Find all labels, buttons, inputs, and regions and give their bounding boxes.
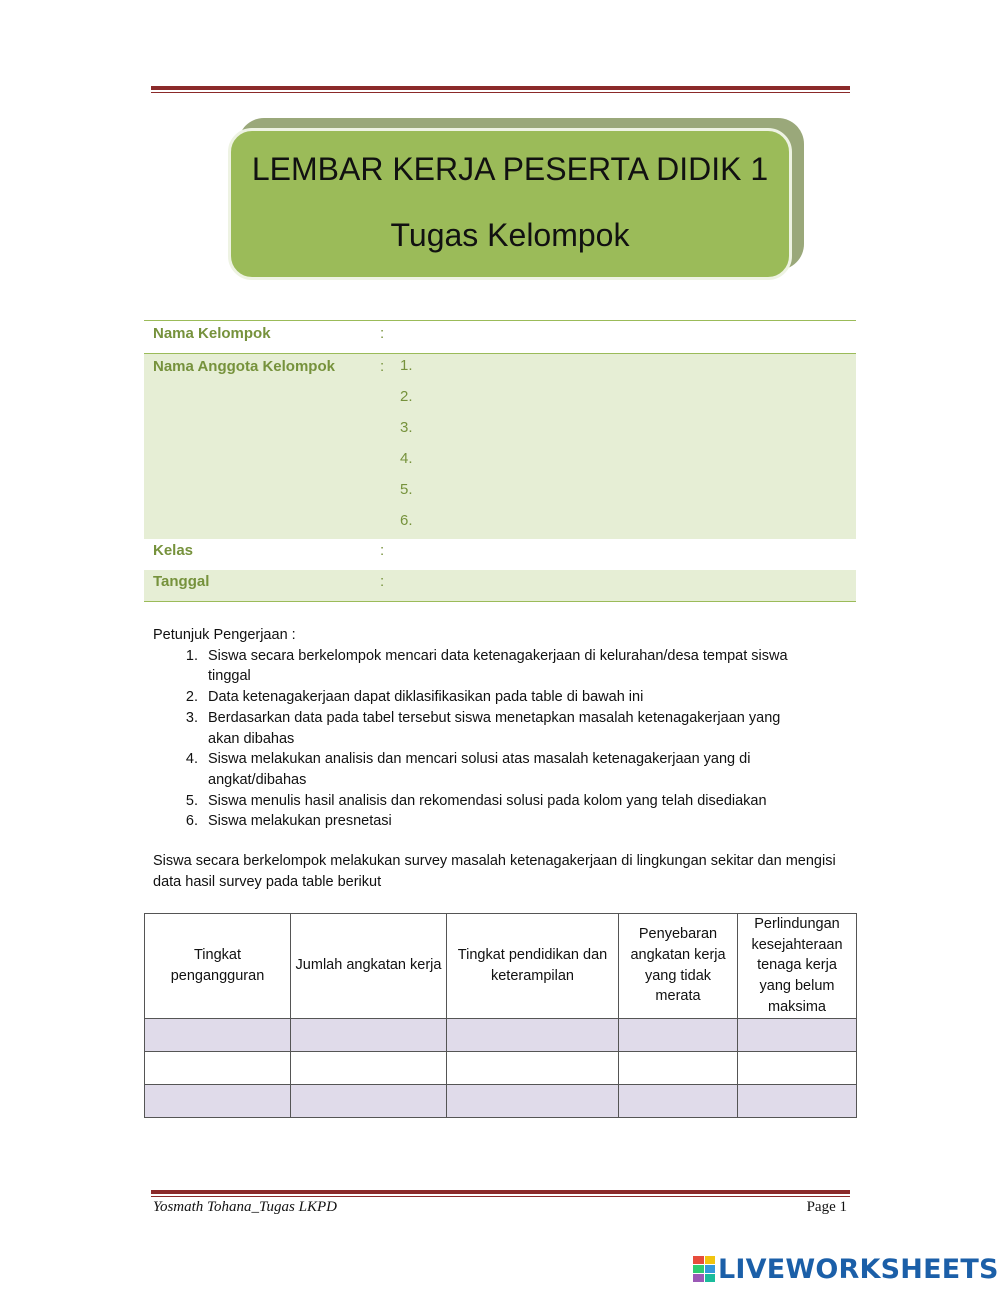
member-item[interactable]: 4. [400, 450, 413, 467]
instruction-item: 5. Siswa menulis hasil analisis dan rekomendasi solusi pada kolom yang telah disediakan [185, 792, 767, 809]
logo-block [705, 1265, 716, 1273]
member-item[interactable]: 5. [400, 481, 413, 498]
column-header: Tingkat pendidikan dan keterampilan [447, 914, 619, 1019]
table-row [145, 1051, 857, 1084]
table-cell[interactable] [291, 1018, 447, 1051]
page-number: Page 1 [806, 1199, 847, 1215]
page-title: LEMBAR KERJA PESERTA DIDIK 1 [251, 151, 769, 187]
group-name-row [144, 321, 856, 354]
instructions-heading: Petunjuk Pengerjaan : [153, 627, 296, 643]
colon: : [380, 542, 385, 559]
table-cell[interactable] [447, 1018, 619, 1051]
page-subtitle: Tugas Kelompok [390, 217, 630, 253]
table-cell[interactable] [738, 1051, 857, 1084]
table-row [145, 1018, 857, 1051]
group-name-value[interactable] [400, 321, 856, 353]
members-list [400, 354, 856, 540]
instruction-item: 2. Data ketenagakerjaan dapat diklasifikasikan pada table di bawah ini [185, 689, 644, 706]
table-cell[interactable] [145, 1018, 291, 1051]
logo-block [705, 1256, 716, 1264]
instruction-item: 1. Siswa secara berkelompok mencari data ketenagakerjaan di kelurahan/desa tempat siswa tinggal [185, 647, 788, 685]
class-label: Kelas [153, 542, 194, 559]
instructions [153, 625, 833, 832]
table-header-row [145, 914, 857, 1019]
group-name-label: Nama Kelompok [153, 325, 271, 342]
class-row [144, 539, 856, 570]
column-header: Tingkat pengangguran [145, 914, 291, 1019]
column-header: Penyebaran angkatan kerja yang tidak merata [619, 914, 738, 1019]
column-header: Perlindungan kesejahteraan tenaga kerja yang belum maksima [738, 914, 857, 1019]
class-value[interactable] [400, 539, 856, 570]
table-row [145, 1084, 857, 1117]
logo-icon [693, 1256, 715, 1282]
survey-description: Siswa secara berkelompok melakukan survey masalah ketenagakerjaan di lingkungan sekitar dan mengisi data hasil survey pada table berikut [153, 853, 836, 890]
liveworksheets-logo[interactable] [693, 1254, 999, 1284]
members-label: Nama Anggota Kelompok [153, 358, 335, 375]
colon: : [380, 325, 385, 342]
member-item[interactable]: 1. [400, 357, 413, 374]
table-cell[interactable] [291, 1084, 447, 1117]
table-cell[interactable] [291, 1051, 447, 1084]
table-cell[interactable] [447, 1084, 619, 1117]
colon: : [380, 358, 385, 375]
member-item[interactable]: 3. [400, 419, 413, 436]
logo-block [693, 1265, 704, 1273]
survey-table [144, 913, 857, 1118]
logo-block [693, 1256, 704, 1264]
date-row [144, 570, 856, 601]
footer-rule [151, 1190, 850, 1197]
member-item[interactable]: 2. [400, 388, 413, 405]
table-cell[interactable] [738, 1084, 857, 1117]
date-value[interactable] [400, 570, 856, 601]
footer-author: Yosmath Tohana_Tugas LKPD [153, 1199, 337, 1215]
date-label: Tanggal [153, 573, 210, 590]
instruction-item: 3. Berdasarkan data pada tabel tersebut siswa menetapkan masalah ketenagakerjaan yang akan dibahas [185, 709, 781, 747]
members-row [144, 354, 856, 539]
logo-block [693, 1274, 704, 1282]
table-cell[interactable] [145, 1084, 291, 1117]
table-cell[interactable] [619, 1084, 738, 1117]
instruction-item: 4. Siswa melakukan analisis dan mencari solusi atas masalah ketenagakerjaan yang di angkat/dibahas [185, 751, 751, 788]
group-info-table [144, 320, 856, 602]
table-cell[interactable] [145, 1051, 291, 1084]
logo-block [705, 1274, 716, 1282]
header-rule [151, 86, 850, 93]
colon: : [380, 573, 385, 590]
brand-name: LIVEWORKSHEETS [718, 1253, 999, 1285]
member-item[interactable]: 6. [400, 512, 413, 529]
table-cell[interactable] [619, 1051, 738, 1084]
table-cell[interactable] [447, 1051, 619, 1084]
column-header: Jumlah angkatan kerja [291, 914, 447, 1019]
title-banner [228, 118, 806, 283]
instruction-item: 6. Siswa melakukan presnetasi [185, 813, 392, 830]
instructions-list [153, 646, 833, 832]
table-cell[interactable] [738, 1018, 857, 1051]
table-cell[interactable] [619, 1018, 738, 1051]
